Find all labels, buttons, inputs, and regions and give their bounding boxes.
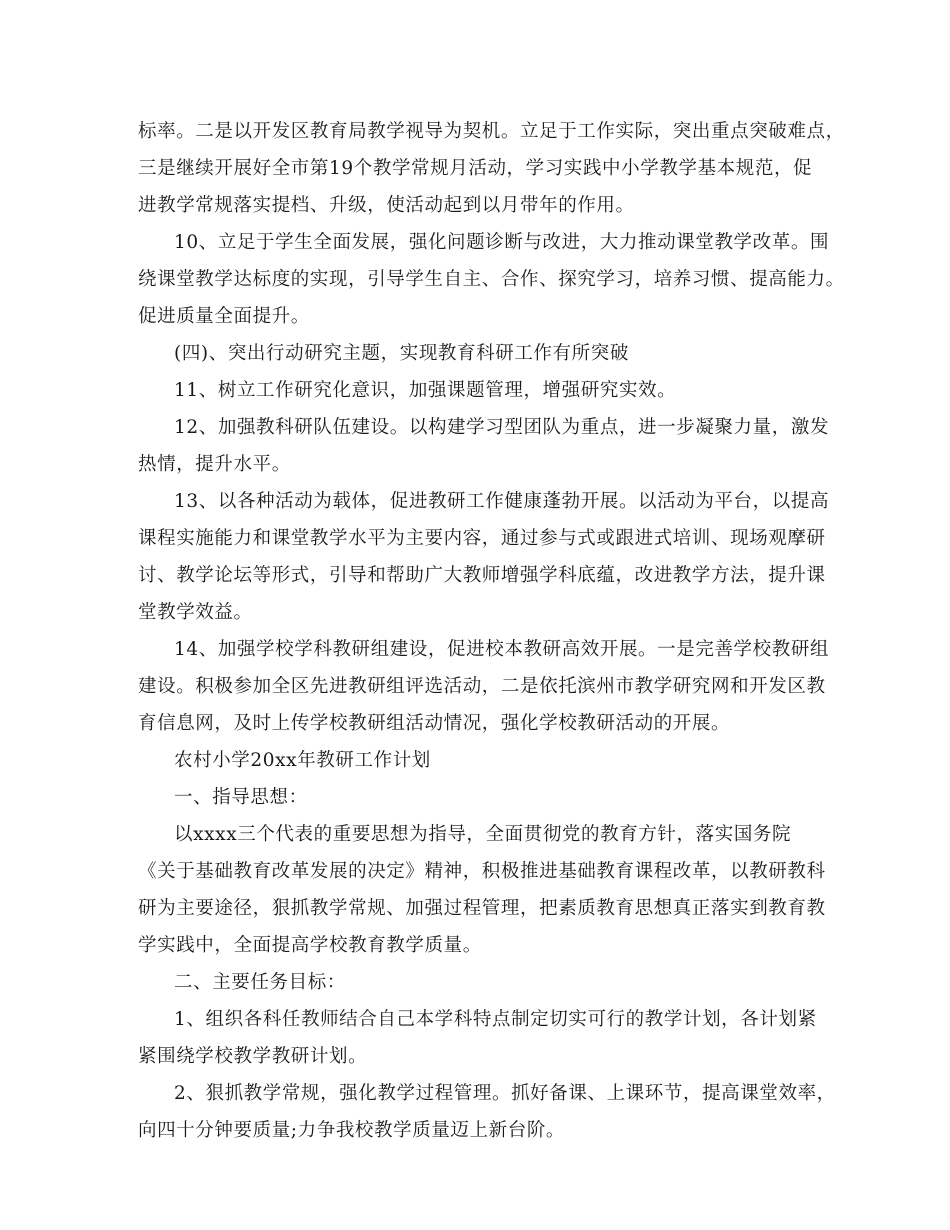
text-line: 讨、教学论坛等形式，引导和帮助广大教师增强学科底蕴，改进教学方法，提升课 — [138, 565, 826, 586]
text-line: 堂教学效益。 — [138, 602, 253, 623]
text-line: 向四十分钟要质量;力争我校教学质量迈上新台阶。 — [138, 1120, 566, 1141]
section-heading-guiding: 一、指导思想： — [174, 787, 308, 808]
text-line: 进教学常规落实提档、升级，使活动起到以月带年的作用。 — [138, 195, 635, 216]
text-line: 学实践中，全面提高学校教育教学质量。 — [138, 935, 482, 956]
paragraph-start-task-1: 1、组织各科任教师结合自己本学科特点制定切实可行的教学计划，各计划紧 — [174, 1009, 817, 1030]
text-line: 《关于基础教育改革发展的决定》精神，积极推进基础教育课程改革，以教研教科 — [138, 861, 826, 882]
text-line: 标率。二是以开发区教育局教学视导为契机。立足于工作实际，突出重点突破难点， — [138, 121, 845, 142]
section-heading-4: (四)、突出行动研究主题，实现教育科研工作有所突破 — [174, 343, 629, 364]
text-line: 促进质量全面提升。 — [138, 306, 310, 327]
text-line: 建设。积极参加全区先进教研组评选活动，二是依托滨州市教学研究网和开发区教 — [138, 676, 826, 697]
text-line: 紧围绕学校教学教研计划。 — [138, 1046, 368, 1067]
paragraph-start-13: 13、以各种活动为载体，促进教研工作健康蓬勃开展。以活动为平台，以提高 — [174, 491, 830, 512]
text-line: 热情，提升水平。 — [138, 454, 291, 475]
paragraph-start-12: 12、加强教科研队伍建设。以构建学习型团队为重点，进一步凝聚力量，激发 — [174, 417, 830, 438]
paragraph-start-14: 14、加强学校学科教研组建设，促进校本教研高效开展。一是完善学校教研组 — [174, 639, 830, 660]
paragraph-start-task-2: 2、狠抓教学常规，强化教学过程管理。抓好备课、上课环节，提高课堂效率， — [174, 1083, 836, 1104]
text-line: 课程实施能力和课堂教学水平为主要内容，通过参与式或跟进式培训、现场观摩研 — [138, 528, 826, 549]
document-title: 农村小学20xx年教研工作计划 — [174, 750, 431, 771]
text-line: 研为主要途径，狠抓教学常规、加强过程管理，把素质教育思想真正落实到教育教 — [138, 898, 826, 919]
text-line: 三是继续开展好全市第19个教学常规月活动，学习实践中小学教学基本规范，促 — [138, 158, 813, 179]
paragraph-start-guiding: 以xxxx三个代表的重要思想为指导，全面贯彻党的教育方针，落实国务院 — [174, 824, 792, 845]
paragraph-start-10: 10、立足于学生全面发展，强化问题诊断与改进，大力推动课堂教学改革。围 — [174, 232, 830, 253]
text-line: 育信息网，及时上传学校教研组活动情况，强化学校教研活动的开展。 — [138, 713, 731, 734]
section-heading-tasks: 二、主要任务目标： — [174, 972, 346, 993]
text-line: 绕课堂教学达标度的实现，引导学生自主、合作、探究学习，培养习惯、提高能力。 — [138, 269, 845, 290]
paragraph-start-11: 11、树立工作研究化意识，加强课题管理，增强研究实效。 — [174, 380, 677, 401]
